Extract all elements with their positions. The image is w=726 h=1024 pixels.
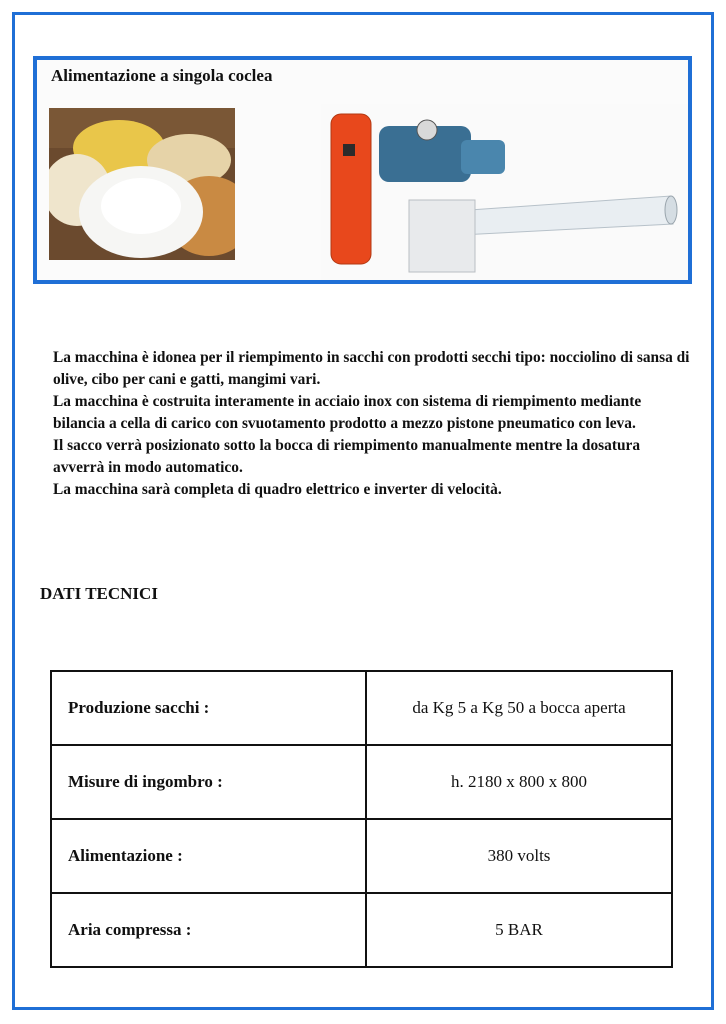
spec-label: Alimentazione :	[51, 819, 366, 893]
specs-table	[50, 670, 673, 968]
banner	[33, 56, 692, 284]
spec-value: 380 volts	[366, 819, 672, 893]
table-row	[51, 819, 672, 893]
section-title: DATI TECNICI	[40, 584, 158, 603]
table-row	[51, 745, 672, 819]
spec-value: da Kg 5 a Kg 50 a bocca aperta	[366, 671, 672, 745]
spec-value: h. 2180 x 800 x 800	[366, 745, 672, 819]
spec-label: Produzione sacchi :	[51, 671, 366, 745]
description-paragraph: Il sacco verrà posizionato sotto la bocca di riempimento manualmente mentre la dosatura avverrà in modo automatico.	[53, 437, 641, 476]
table-row	[51, 893, 672, 967]
auger-feeder-machine-image	[321, 104, 691, 284]
powder-piles-image	[49, 108, 235, 260]
description-paragraph: La macchina è idonea per il riempimento in sacchi con prodotti secchi tipo: nocciolino di sansa di olive, cibo per cani e gatti, mangimi vari.	[53, 349, 690, 388]
description-paragraph: La macchina sarà completa di quadro elettrico e inverter di velocità.	[53, 481, 502, 498]
spec-label: Aria compressa :	[51, 893, 366, 967]
table-row	[51, 671, 672, 745]
description	[53, 347, 693, 501]
spec-value: 5 BAR	[366, 893, 672, 967]
spec-label: Misure di ingombro :	[51, 745, 366, 819]
banner-title: Alimentazione a singola coclea	[51, 66, 273, 85]
description-paragraph: La macchina è costruita interamente in acciaio inox con sistema di riempimento mediante bilancia a cella di carico con svuotamento prodotto a mezzo pistone pneumatico con leva.	[53, 393, 642, 432]
